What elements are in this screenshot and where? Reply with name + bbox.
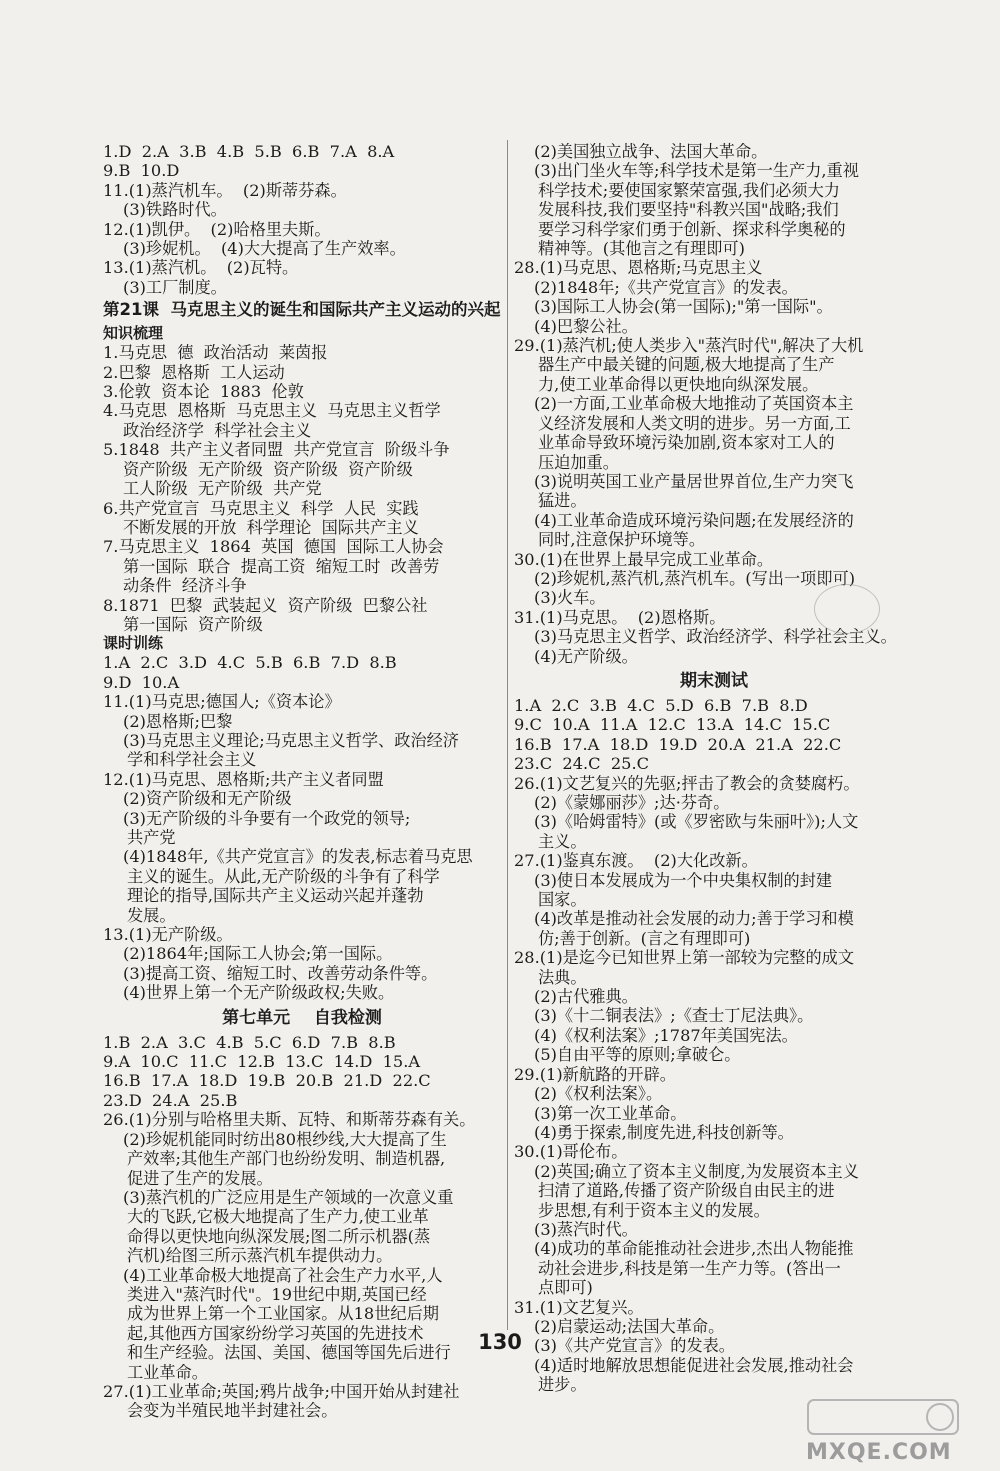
right-column-line: 精神等。(其他言之有理即可) xyxy=(538,239,745,259)
left-column-line: 5.1848 共产主义者同盟 共产党宣言 阶级斗争 xyxy=(103,440,450,460)
right-column-line: 同时,注意保护环境等。 xyxy=(538,530,706,550)
right-column-line: 业革命导致环境污染加剧,资本家对工人的 xyxy=(538,433,835,453)
left-column-line: 命得以更快地向纵深发展;图二所示机器(蒸 xyxy=(127,1226,431,1246)
left-column-line: 课时训练 xyxy=(103,634,164,653)
right-column-line: 要学习科学家们勇于创新、探求科学奥秘的 xyxy=(538,219,846,239)
left-column-line: 1.A 2.C 3.D 4.C 5.B 6.B 7.D 8.B xyxy=(103,653,397,673)
left-column-line: (3)珍妮机。 (4)大大提高了生产效率。 xyxy=(123,239,406,259)
left-column-line: (3)铁路时代。 xyxy=(123,200,227,220)
left-column-line: 9.D 10.A xyxy=(103,672,180,692)
right-column-line: (2)一方面,工业革命极大地推动了英国资本主 xyxy=(534,394,854,414)
left-column-line: 起,其他西方国家纷纷学习英国的先进技术 xyxy=(127,1323,424,1343)
left-column-line: 知识梳理 xyxy=(103,324,164,343)
left-column-line: (2)1864年;国际工人协会;第一国际。 xyxy=(123,944,393,964)
left-column-line: (3)工厂制度。 xyxy=(123,277,227,297)
left-column-line: 第七单元 自我检测 xyxy=(222,1007,382,1028)
right-column-line: (3)国际工人协会(第一国际);"第一国际"。 xyxy=(534,297,833,317)
left-column-line: 发展。 xyxy=(127,905,176,925)
right-column-line: 点即可) xyxy=(538,1278,593,1298)
left-column-line: (2)恩格斯;巴黎 xyxy=(123,711,233,731)
column-divider xyxy=(507,140,508,1330)
left-column-line: 1.B 2.A 3.C 4.B 5.C 6.D 7.B 8.B xyxy=(103,1032,396,1052)
right-column-line: (2)古代雅典。 xyxy=(534,987,638,1007)
right-column-line: (4)改革是推动社会发展的动力;善于学习和模 xyxy=(534,909,854,929)
right-column-line: 27.(1)鉴真东渡。 (2)大化改新。 xyxy=(514,851,758,871)
right-column-line: (2)英国;确立了资本主义制度,为发展资本主义 xyxy=(534,1161,859,1181)
right-column-line: (4)成功的革命能推动社会进步,杰出人物能推 xyxy=(534,1239,854,1259)
left-column-line: 7.马克思主义 1864 英国 德国 国际工人协会 xyxy=(103,537,444,557)
left-column-line: 1.D 2.A 3.B 4.B 5.B 6.B 7.A 8.A xyxy=(103,142,395,161)
right-column-line: 29.(1)新航路的开辟。 xyxy=(514,1064,676,1084)
left-column-line: 4.马克思 恩格斯 马克思主义 马克思主义哲学 xyxy=(103,401,441,421)
left-column-line: 9.A 10.C 11.C 12.B 13.C 14.D 15.A xyxy=(103,1052,421,1072)
left-column-line: (4)工业革命极大地提高了社会生产力水平,人 xyxy=(123,1265,443,1285)
right-column-line: 进步。 xyxy=(538,1375,587,1395)
right-column-line: 压迫加重。 xyxy=(538,452,619,472)
left-column-line: 学和科学社会主义 xyxy=(127,750,257,770)
right-column-line: (3)出门坐火车等;科学技术是第一生产力,重视 xyxy=(534,161,859,181)
right-column-line: 9.C 10.A 11.A 12.C 13.A 14.C 15.C xyxy=(514,715,831,735)
left-column-line: (2)珍妮机能同时纺出80根纱线,大大提高了生 xyxy=(123,1129,447,1149)
left-column-line: 政治经济学 科学社会主义 xyxy=(123,420,312,440)
left-column-line: 不断发展的开放 科学理论 国际共产主义 xyxy=(123,517,419,537)
right-column-line: 31.(1)文艺复兴。 xyxy=(514,1297,644,1317)
left-column-line: 第一国际 资产阶级 xyxy=(123,614,263,634)
left-column-line: 主义的诞生。从此,无产阶级的斗争有了科学 xyxy=(127,866,440,886)
left-column-line: 汽机)给图三所示蒸汽机车提供动力。 xyxy=(127,1246,393,1266)
left-column-line: (4)世界上第一个无产阶级政权;失败。 xyxy=(123,983,395,1003)
left-column-line: 12.(1)马克思、恩格斯;共产主义者同盟 xyxy=(103,769,384,789)
left-column-line: 13.(1)蒸汽机。 (2)瓦特。 xyxy=(103,258,299,278)
right-column-line: 26.(1)文艺复兴的先驱;抨击了教会的贪婪腐朽。 xyxy=(514,773,860,793)
right-column-line: (3)说明英国工业产量居世界首位,生产力突飞 xyxy=(534,471,854,491)
left-column-line: 11.(1)马克思;德国人;《资本论》 xyxy=(103,692,341,712)
left-column-line: (2)资产阶级和无产阶级 xyxy=(123,789,292,809)
right-column-line: (2)《权利法案》。 xyxy=(534,1084,663,1104)
right-column-line: (3)蒸汽时代。 xyxy=(534,1219,638,1239)
left-column-line: 理论的指导,国际共产主义运动兴起并蓬勃 xyxy=(127,886,424,906)
right-column-line: (3)《哈姆雷特》(或《罗密欧与朱丽叶》);人文 xyxy=(534,812,859,832)
left-column-line: (3)马克思主义理论;马克思主义哲学、政治经济 xyxy=(123,730,459,750)
left-column-line: 2.巴黎 恩格斯 工人运动 xyxy=(103,362,285,382)
left-column-line: 8.1871 巴黎 武装起义 资产阶级 巴黎公社 xyxy=(103,595,428,615)
right-column-line: 猛进。 xyxy=(538,491,587,511)
right-column-line: 法典。 xyxy=(538,967,587,987)
right-column-line: (4)无产阶级。 xyxy=(534,646,638,666)
left-column-line: 11.(1)蒸汽机车。 (2)斯蒂芬森。 xyxy=(103,180,347,200)
right-column-line: 仿;善于创新。(言之有理即可) xyxy=(538,928,751,948)
left-column-line: 和生产经验。法国、美国、德国等国先后进行 xyxy=(127,1343,451,1363)
left-column-line: 第一国际 联合 提高工资 缩短工时 改善劳 xyxy=(123,556,440,576)
left-column-line: 16.B 17.A 18.D 19.B 20.B 21.D 22.C xyxy=(103,1071,431,1091)
left-column-line: 27.(1)工业革命;英国;鸦片战争;中国开始从封建社 xyxy=(103,1381,460,1401)
left-column-line: 促进了生产的发展。 xyxy=(127,1168,273,1188)
left-column-line: 工人阶级 无产阶级 共产党 xyxy=(123,479,322,499)
right-column-line: (4)《权利法案》;1787年美国宪法。 xyxy=(534,1025,798,1045)
left-column-line: 13.(1)无产阶级。 xyxy=(103,925,233,945)
left-column-line: 1.马克思 德 政治活动 莱茵报 xyxy=(103,343,328,363)
right-column-line: (2)美国独立战争、法国大革命。 xyxy=(534,142,768,161)
left-column-line: 23.D 24.A 25.B xyxy=(103,1090,238,1110)
stamp-mark xyxy=(814,584,880,634)
right-column-line: 期末测试 xyxy=(680,670,748,691)
right-column-line: (5)自由平等的原则;拿破仑。 xyxy=(534,1045,741,1065)
right-column-line: (3)第一次工业革命。 xyxy=(534,1103,687,1123)
right-column-line: 力,使工业革命得以更快地向纵深发展。 xyxy=(538,374,819,394)
right-column-line: (2)《蒙娜丽莎》;达·芬奇。 xyxy=(534,793,730,812)
left-column-line: 成为世界上第一个工业国家。从18世纪后期 xyxy=(127,1304,439,1324)
left-column-line: 9.B 10.D xyxy=(103,161,180,181)
right-column-line: 扫清了道路,传播了资产阶级自由民主的进 xyxy=(538,1181,835,1201)
left-column-line: (3)蒸汽机的广泛应用是生产领域的一次意义重 xyxy=(123,1187,454,1207)
left-column-line: 26.(1)分别与哈格里夫斯、瓦特、和斯蒂芬森有关。 xyxy=(103,1110,476,1130)
right-column-line: 23.C 24.C 25.C xyxy=(514,754,649,774)
right-column-line: 发展科技,我们要坚持"科教兴国"战略;我们 xyxy=(538,200,839,220)
left-column-line: (3)无产阶级的斗争要有一个政党的领导; xyxy=(123,808,411,828)
right-column-line: (3)火车。 xyxy=(534,588,606,608)
left-column-line: (4)1848年,《共产党宣言》的发表,标志着马克思 xyxy=(123,847,473,867)
right-column-line: 动社会进步,科技是第一生产力等。(答出一 xyxy=(538,1258,841,1278)
right-column-line: 30.(1)在世界上最早完成工业革命。 xyxy=(514,549,774,569)
left-column-line: 大的飞跃,它极大地提高了生产力,使工业革 xyxy=(127,1207,429,1227)
right-column-line: 28.(1)是迄今已知世界上第一部较为完整的成文 xyxy=(514,948,855,968)
left-column-line: 会变为半殖民地半封建社会。 xyxy=(127,1401,338,1421)
left-column-line: 共产党 xyxy=(127,828,176,847)
right-column-line: (2)启蒙运动;法国大革命。 xyxy=(534,1316,725,1336)
left-column-line: 动条件 经济斗争 xyxy=(123,576,247,596)
watermark-text: MXQE.COM xyxy=(806,1440,952,1465)
right-column xyxy=(514,142,914,1395)
right-column-line: (4)巴黎公社。 xyxy=(534,316,638,336)
right-column-line: 主义。 xyxy=(538,831,587,851)
right-column-line: 1.A 2.C 3.B 4.C 5.D 6.B 7.B 8.D xyxy=(514,695,808,715)
right-column-line: (3)马克思主义哲学、政治经济学、科学社会主义。 xyxy=(534,627,897,647)
left-column-line: 12.(1)凯伊。 (2)哈格里夫斯。 xyxy=(103,219,331,239)
right-column-line: 器生产中最关键的问题,极大地提高了生产 xyxy=(538,355,835,375)
left-column-line: (3)提高工资、缩短工时、改善劳动条件等。 xyxy=(123,963,438,983)
right-column-line: 28.(1)马克思、恩格斯;马克思主义 xyxy=(514,258,763,278)
right-column-line: 步思想,有利于资本主义的发展。 xyxy=(538,1200,770,1220)
left-column-line: 产效率;其他生产部门也纷纷发明、制造机器, xyxy=(127,1149,446,1169)
right-column-line: 义经济发展和人类文明的进步。另一方面,工 xyxy=(538,413,851,433)
right-column-line: (4)勇于探索,制度先进,科技创新等。 xyxy=(534,1122,794,1142)
right-column-line: (3)使日本发展成为一个中央集权制的封建 xyxy=(534,870,833,890)
right-column-line: (4)适时地解放思想能促进社会发展,推动社会 xyxy=(534,1355,854,1375)
right-column-line: (4)工业革命造成环境污染问题;在发展经济的 xyxy=(534,510,854,530)
right-column-line: (2)1848年;《共产党宣言》的发表。 xyxy=(534,277,798,297)
left-column-line: 工业革命。 xyxy=(127,1362,208,1382)
right-column-line: 30.(1)哥伦布。 xyxy=(514,1142,628,1162)
right-column-line: 科学技术;要使国家繁荣富强,我们必须大力 xyxy=(538,180,840,200)
left-column-line: 第21课 马克思主义的诞生和国际共产主义运动的兴起 xyxy=(103,300,501,320)
right-column-line: 29.(1)蒸汽机;使人类步入"蒸汽时代",解决了大机 xyxy=(514,336,864,356)
left-column xyxy=(103,142,501,1421)
right-column-line: 国家。 xyxy=(538,890,587,910)
page-number: 130 xyxy=(478,1330,522,1354)
left-column-line: 类进入"蒸汽时代"。19世纪中期,英国已经 xyxy=(127,1284,427,1304)
left-column-line: 资产阶级 无产阶级 资产阶级 资产阶级 xyxy=(123,459,413,479)
left-column-line: 3.伦敦 资本论 1883 伦敦 xyxy=(103,382,304,402)
right-column-line: 31.(1)马克思。 (2)恩格斯。 xyxy=(514,607,726,627)
right-column-line: 16.B 17.A 18.D 19.D 20.A 21.A 22.C xyxy=(514,734,842,754)
right-column-line: (3)《十二铜表法》;《查士丁尼法典》。 xyxy=(534,1006,814,1026)
left-column-line: 6.共产党宣言 马克思主义 科学 人民 实践 xyxy=(103,498,419,518)
right-column-line: (2)珍妮机,蒸汽机,蒸汽机车。(写出一项即可) xyxy=(534,568,856,588)
right-column-line: (3)《共产党宣言》的发表。 xyxy=(534,1336,735,1356)
